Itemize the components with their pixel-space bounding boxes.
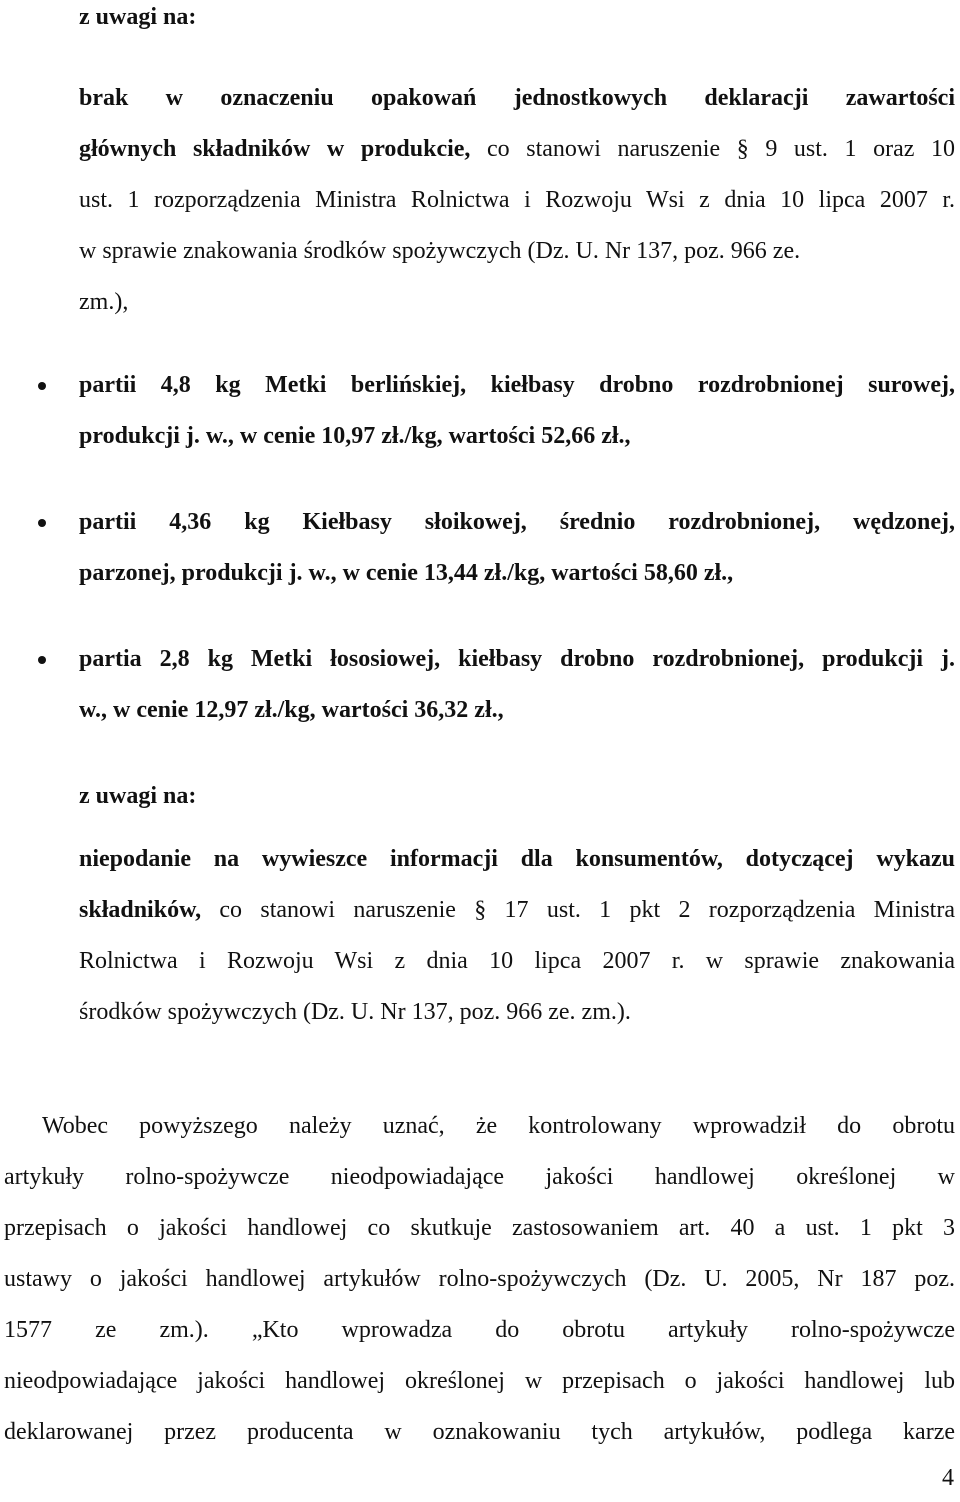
bullet-item [0, 360, 960, 462]
bullet-dot [38, 656, 46, 664]
bold-phrase: głównych składników w produkcie, [79, 136, 471, 162]
text-line: parzonej, produkcji j. w., w cenie 13,44 zł./kg, wartości 58,60 zł., [79, 560, 734, 586]
text-line: zm.), [79, 289, 129, 315]
heading-z-uwagi-na [0, 0, 960, 43]
violation-block-1 [0, 73, 960, 328]
text-line [79, 124, 955, 175]
text-line: w sprawie znakowania środków spożywczych (Dz. U. Nr 137, poz. 966 ze. [79, 238, 801, 264]
text-line: nieodpowiadające jakości handlowej określonej w przepisach o jakości handlowej lub [4, 1368, 955, 1394]
text-span: co stanowi naruszenie § 9 ust. 1 oraz 10 [470, 136, 955, 162]
text-line: niepodanie na wywieszce informacji dla konsumentów, dotyczącej wykazu [79, 846, 955, 872]
text-line: deklarowanej przez producenta w oznakowaniu tych artykułów, podlega karze [4, 1419, 955, 1445]
text-line: Rolnictwa i Rozwoju Wsi z dnia 10 lipca 2007 r. w sprawie znakowania [79, 948, 955, 974]
text-line: brak w oznaczeniu opakowań jednostkowych deklaracji zawartości [79, 85, 955, 111]
text-line: w., w cenie 12,97 zł./kg, wartości 36,32 zł., [79, 697, 504, 723]
heading-text: z uwagi na: [79, 4, 197, 30]
text-line: partii 4,36 kg Kiełbasy słoikowej, średnio rozdrobnionej, wędzonej, [79, 509, 955, 535]
bullet-dot [38, 519, 46, 527]
text-line: ustawy o jakości handlowej artykułów rolno-spożywczych (Dz. U. 2005, Nr 187 poz. [4, 1266, 955, 1292]
heading-z-uwagi-na [0, 771, 960, 822]
bold-phrase: składników, [79, 897, 202, 923]
text-line: 1577 ze zm.). „Kto wprowadza do obrotu artykuły rolno-spożywcze [4, 1317, 955, 1343]
text-line: Wobec powyższego należy uznać, że kontrolowany wprowadził do obrotu [42, 1113, 955, 1139]
bullet-item [0, 497, 960, 599]
text-line: partia 2,8 kg Metki łososiowej, kiełbasy drobno rozdrobnionej, produkcji j. [79, 646, 955, 672]
text-span: co stanowi naruszenie § 17 ust. 1 pkt 2 rozporządzenia Ministra [201, 897, 955, 923]
bullet-dot [38, 382, 46, 390]
text-line: produkcji j. w., w cenie 10,97 zł./kg, wartości 52,66 zł., [79, 423, 631, 449]
bullet-item [0, 634, 960, 736]
text-line: artykuły rolno-spożywcze nieodpowiadające jakości handlowej określonej w [4, 1164, 955, 1190]
violation-block-2 [0, 834, 960, 1038]
text-line: przepisach o jakości handlowej co skutkuje zastosowaniem art. 40 a ust. 1 pkt 3 [4, 1215, 955, 1241]
text-line: ust. 1 rozporządzenia Ministra Rolnictwa i Rozwoju Wsi z dnia 10 lipca 2007 r. [79, 187, 955, 213]
text-line [79, 885, 955, 936]
page-number: 4 [942, 1465, 954, 1491]
conclusion-paragraph [0, 1101, 960, 1458]
heading-text: z uwagi na: [79, 783, 197, 809]
text-line: środków spożywczych (Dz. U. Nr 137, poz. 966 ze. zm.). [79, 999, 631, 1025]
text-line: partii 4,8 kg Metki berlińskiej, kiełbasy drobno rozdrobnionej surowej, [79, 372, 955, 398]
